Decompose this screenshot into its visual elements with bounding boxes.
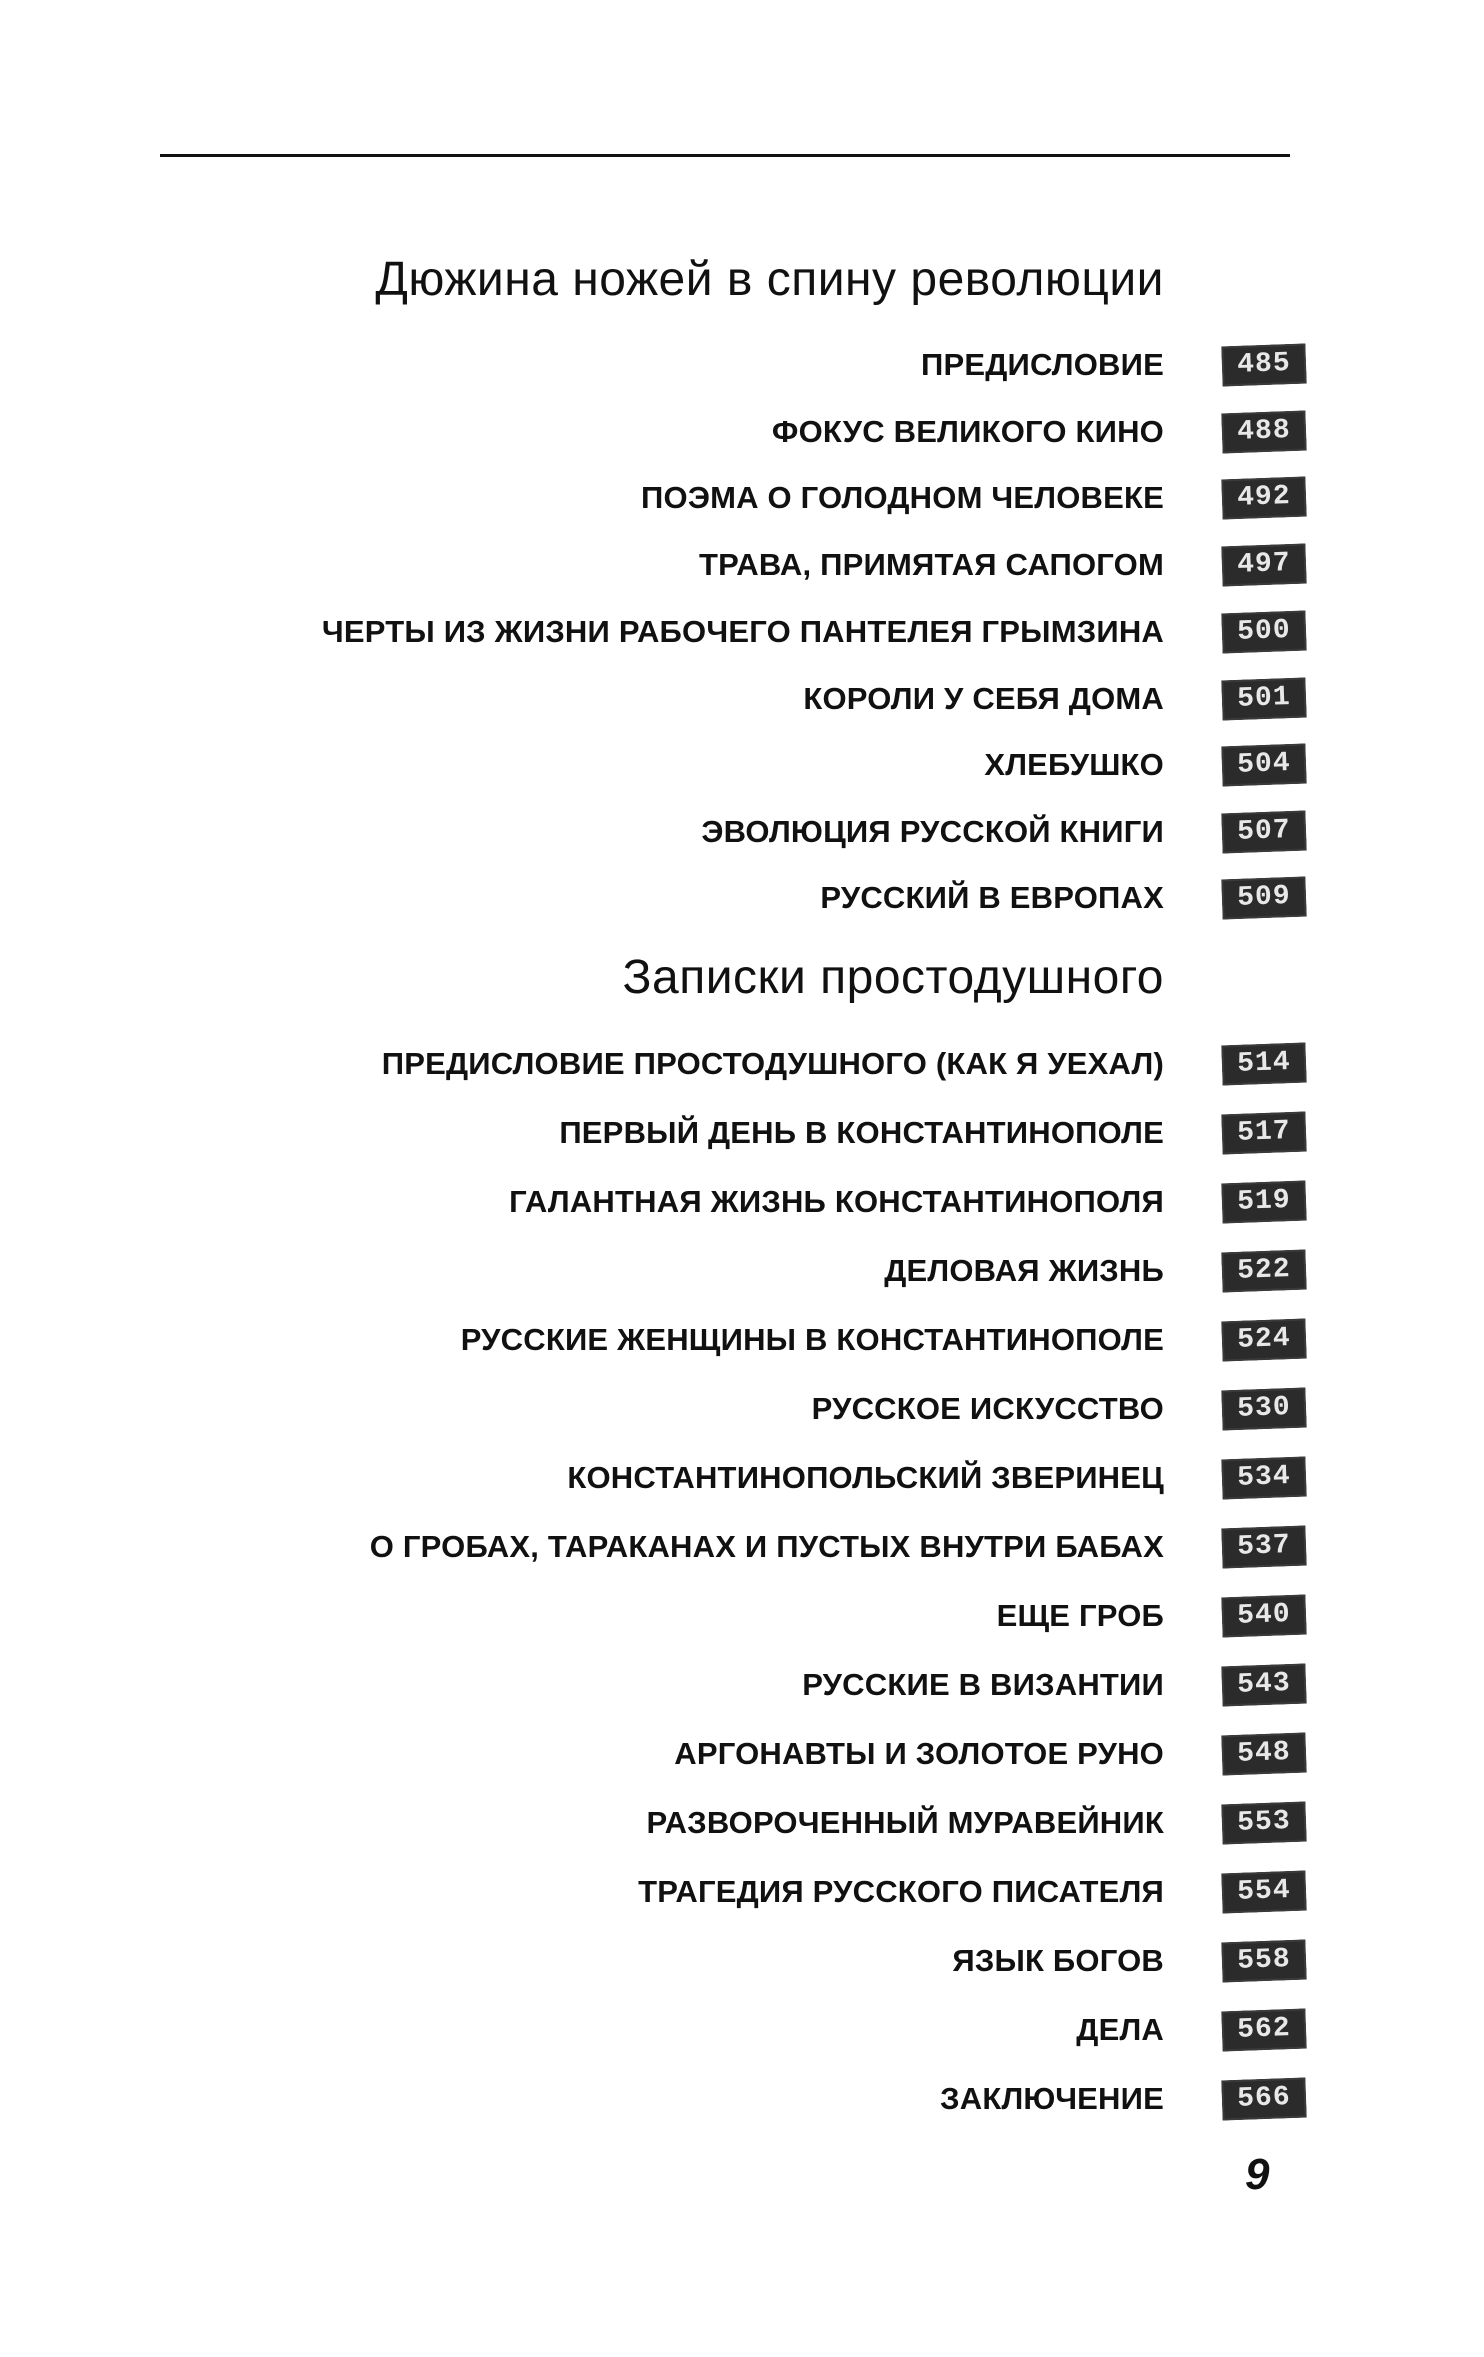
toc-entry-title[interactable]: ЗАКЛЮЧЕНИЕ	[940, 2081, 1164, 2116]
toc-entry-title[interactable]: КОНСТАНТИНОПОЛЬСКИЙ ЗВЕРИНЕЦ	[567, 1460, 1164, 1495]
section-title-2: Записки простодушного	[622, 951, 1164, 1004]
page-number-badge[interactable]: 514	[1221, 1043, 1306, 1086]
toc-entry-title[interactable]: ПОЭМА О ГОЛОДНОМ ЧЕЛОВЕКЕ	[641, 480, 1164, 515]
page-number-badge[interactable]: 519	[1221, 1181, 1306, 1224]
toc-entry-title[interactable]: ДЕЛОВАЯ ЖИЗНЬ	[884, 1253, 1164, 1288]
page-number-badge[interactable]: 554	[1221, 1871, 1306, 1914]
toc-entry-title[interactable]: ХЛЕБУШКО	[984, 747, 1164, 782]
page-number-badge[interactable]: 558	[1221, 1940, 1306, 1983]
page-number-badge[interactable]: 562	[1221, 2009, 1306, 2052]
page-number-badge[interactable]: 492	[1221, 477, 1306, 520]
toc-entry-title[interactable]: ФОКУС ВЕЛИКОГО КИНО	[771, 414, 1164, 449]
toc-entry-title[interactable]: ТРАВА, ПРИМЯТАЯ САПОГОМ	[698, 547, 1164, 582]
page-number-badge[interactable]: 540	[1221, 1595, 1306, 1638]
page-number-badge[interactable]: 534	[1221, 1457, 1306, 1500]
toc-entry-title[interactable]: ЧЕРТЫ ИЗ ЖИЗНИ РАБОЧЕГО ПАНТЕЛЕЯ ГРЫМЗИНА	[321, 614, 1164, 649]
toc-entry-title[interactable]: ЯЗЫК БОГОВ	[952, 1943, 1164, 1978]
toc-entry-title[interactable]: КОРОЛИ У СЕБЯ ДОМА	[803, 681, 1164, 716]
toc-entry-title[interactable]: ТРАГЕДИЯ РУССКОГО ПИСАТЕЛЯ	[638, 1874, 1164, 1909]
toc-entry-title[interactable]: О ГРОБАХ, ТАРАКАНАХ И ПУСТЫХ ВНУТРИ БАБАХ	[369, 1529, 1164, 1564]
page-number-badge[interactable]: 485	[1221, 344, 1306, 387]
toc-entry-title[interactable]: ЭВОЛЮЦИЯ РУССКОЙ КНИГИ	[701, 814, 1164, 849]
page-number-badge[interactable]: 553	[1221, 1802, 1306, 1845]
page-number-badge[interactable]: 501	[1221, 678, 1306, 721]
page-number-badge[interactable]: 548	[1221, 1733, 1306, 1776]
header-rule	[160, 154, 1290, 157]
toc-entry-title[interactable]: ЕЩЕ ГРОБ	[996, 1598, 1164, 1633]
toc-entry-title[interactable]: ДЕЛА	[1076, 2012, 1164, 2047]
page-number-badge[interactable]: 507	[1221, 811, 1306, 854]
page-number-badge[interactable]: 524	[1221, 1319, 1306, 1362]
section-title-1: Дюжина ножей в спину революции	[375, 253, 1164, 306]
toc-entry-title[interactable]: РУССКИЙ В ЕВРОПАХ	[820, 880, 1164, 915]
page-number-badge[interactable]: 500	[1221, 611, 1306, 654]
toc-entry-title[interactable]: АРГОНАВТЫ И ЗОЛОТОЕ РУНО	[674, 1736, 1164, 1771]
page-number-badge[interactable]: 543	[1221, 1664, 1306, 1707]
toc-entry-title[interactable]: ПЕРВЫЙ ДЕНЬ В КОНСТАНТИНОПОЛЕ	[559, 1115, 1164, 1150]
page-number-badge[interactable]: 522	[1221, 1250, 1306, 1293]
page-number-badge[interactable]: 566	[1221, 2078, 1306, 2121]
page-number-badge[interactable]: 517	[1221, 1112, 1306, 1155]
toc-entry-title[interactable]: РАЗВОРОЧЕННЫЙ МУРАВЕЙНИК	[646, 1805, 1164, 1840]
page-number-badge[interactable]: 530	[1221, 1388, 1306, 1431]
toc-entry-title[interactable]: РУССКИЕ ЖЕНЩИНЫ В КОНСТАНТИНОПОЛЕ	[460, 1322, 1164, 1357]
toc-entry-title[interactable]: ПРЕДИСЛОВИЕ	[920, 347, 1164, 382]
page-number-badge[interactable]: 504	[1221, 744, 1306, 787]
toc-entry-title[interactable]: РУССКОЕ ИСКУССТВО	[811, 1391, 1164, 1426]
toc-entry-title[interactable]: РУССКИЕ В ВИЗАНТИИ	[802, 1667, 1164, 1702]
toc-entry-title[interactable]: ПРЕДИСЛОВИЕ ПРОСТОДУШНОГО (КАК Я УЕХАЛ)	[381, 1046, 1164, 1081]
page-number-badge[interactable]: 497	[1221, 544, 1306, 587]
page-number-badge[interactable]: 509	[1221, 877, 1306, 920]
page-number-badge[interactable]: 537	[1221, 1526, 1306, 1569]
page-folio-number: 9	[1245, 2150, 1270, 2199]
page-number-badge[interactable]: 488	[1221, 411, 1306, 454]
toc-entry-title[interactable]: ГАЛАНТНАЯ ЖИЗНЬ КОНСТАНТИНОПОЛЯ	[509, 1184, 1164, 1219]
